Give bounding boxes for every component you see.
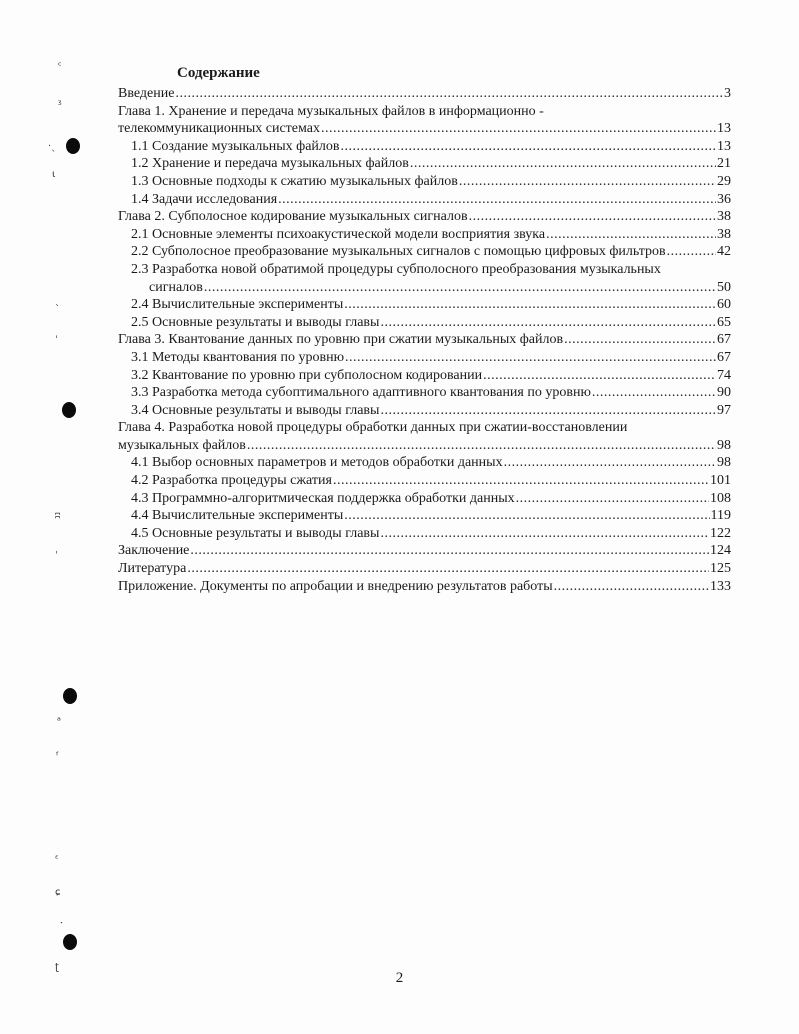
toc-leader-dots: [204, 279, 716, 297]
toc-entry-page: 97: [717, 402, 731, 418]
scan-speck: ˈ: [55, 335, 58, 346]
toc-entry-page: 36: [717, 191, 731, 207]
toc-entry-page: 38: [717, 226, 731, 242]
toc-leader-dots: [554, 578, 709, 596]
toc-entry-chapter-3: [118, 331, 731, 349]
toc-entry-section-1-3: [118, 173, 731, 191]
toc-entry-text: 3.2 Квантование по уровню при субполосном кодировании: [131, 367, 483, 383]
toc-entry-introduction: [118, 85, 731, 103]
toc-leader-dots: [333, 472, 709, 490]
toc-entry-conclusion: [118, 542, 731, 560]
toc-entry-page: 74: [717, 367, 731, 383]
toc-entry-page: 101: [710, 473, 731, 489]
toc-leader-dots: [483, 367, 716, 385]
toc-leader-dots: [410, 155, 716, 173]
toc-entry-section-2-5: [118, 314, 731, 332]
toc-leader-dots: [247, 437, 716, 455]
toc-entry-chapter-2: [118, 208, 731, 226]
toc-leader-dots: [380, 314, 716, 332]
toc-entry-page: 98: [717, 437, 731, 453]
scan-speck: ˋ: [55, 304, 60, 315]
toc-entry-text: 1.1 Создание музыкальных файлов: [131, 138, 340, 154]
toc-leader-dots: [321, 120, 716, 138]
toc-leader-dots: [278, 191, 716, 209]
toc-entry-text: 4.5 Основные результаты и выводы главы: [131, 525, 380, 541]
toc-entry-text-line2: телекоммуникационных системах: [118, 121, 320, 137]
scan-speck: ᶜ: [58, 61, 62, 72]
toc-entry-page: 3: [724, 86, 731, 101]
toc-leader-dots: [190, 542, 709, 560]
scan-speck: ᵋ: [55, 854, 59, 865]
scan-speck: ˌ: [55, 544, 58, 555]
toc-leader-dots: [175, 85, 723, 103]
toc-entry-text: Введение: [118, 86, 175, 101]
toc-entry-text: 1.2 Хранение и передача музыкальных файлов: [131, 156, 409, 172]
punch-hole-mark: [62, 402, 76, 418]
punch-hole-mark: [66, 138, 80, 154]
toc-entry-text: 3.1 Методы квантования по уровню: [131, 349, 345, 365]
toc-leader-dots: [469, 208, 716, 226]
toc-entry-text: Глава 3. Квантование данных по уровню при сжатии музыкальных файлов: [118, 332, 564, 348]
scan-speck: ᶠ: [56, 751, 59, 762]
toc-entry-text: 4.3 Программно-алгоритмическая поддержка обработки данных: [131, 490, 515, 506]
toc-entry-section-4-2: [118, 472, 731, 490]
toc-entry-text: 4.4 Вычислительные эксперименты: [131, 508, 344, 524]
toc-entry-section-2-3: [118, 261, 731, 296]
toc-entry-page: 13: [717, 121, 731, 137]
toc-entry-text: Заключение: [118, 543, 190, 559]
toc-entry-text: 3.3 Разработка метода субоптимального адаптивного квантования по уровню: [131, 385, 591, 401]
scan-speck: ·ˎ: [48, 141, 57, 152]
toc-entry-section-1-4: [118, 191, 731, 209]
toc-entry-page: 29: [717, 173, 731, 189]
toc-leader-dots: [341, 138, 716, 156]
toc-leader-dots: [187, 560, 709, 578]
toc-leader-dots: [546, 226, 716, 244]
toc-entry-page: 60: [717, 297, 731, 313]
scan-speck: ʈ: [55, 962, 59, 973]
toc-entry-section-2-4: [118, 296, 731, 314]
toc-entry-section-3-4: [118, 402, 731, 420]
scan-speck: ɩ: [52, 169, 56, 180]
toc-entry-text-line2: сигналов: [149, 279, 203, 295]
toc-leader-dots: [380, 525, 709, 543]
toc-entry-text: 2.2 Субполосное преобразование музыкальных сигналов с помощью цифровых фильтров: [131, 244, 666, 260]
toc-leader-dots: [516, 490, 709, 508]
toc-entry-page: 67: [717, 332, 731, 348]
toc-entry-text: Приложение. Документы по апробации и внедрению результатов работы: [118, 578, 553, 594]
scan-speck: ɕ: [55, 887, 61, 898]
toc-leader-dots: [344, 507, 709, 525]
toc-entry-text: 2.1 Основные элементы психоакустической модели восприятия звука: [131, 226, 546, 242]
toc-entry-section-2-1: [118, 226, 731, 244]
toc-entry-page: 133: [710, 578, 731, 594]
table-of-contents: [118, 85, 731, 595]
toc-leader-dots: [345, 349, 716, 367]
toc-leader-dots: [459, 173, 716, 191]
toc-entry-page: 98: [717, 455, 731, 471]
toc-entry-page: 122: [710, 525, 731, 541]
toc-leader-dots: [344, 296, 716, 314]
toc-entry-page: 67: [717, 349, 731, 365]
punch-hole-mark: [63, 934, 77, 950]
toc-entry-text: 4.2 Разработка процедуры сжатия: [131, 473, 332, 489]
toc-entry-page: 90: [717, 385, 731, 401]
toc-entry-section-1-2: [118, 155, 731, 173]
toc-entry-chapter-4: [118, 419, 731, 454]
toc-entry-section-2-2: [118, 243, 731, 261]
toc-entry-section-3-1: [118, 349, 731, 367]
toc-entry-page: 21: [717, 156, 731, 172]
toc-entry-text: 2.5 Основные результаты и выводы главы: [131, 314, 380, 330]
toc-entry-text-line1: 2.3 Разработка новой обратимой процедуры субполосного преобразования музыкальных: [131, 261, 661, 277]
toc-entry-section-1-1: [118, 138, 731, 156]
toc-entry-text: 2.4 Вычислительные эксперименты: [131, 297, 344, 313]
toc-entry-section-4-5: [118, 525, 731, 543]
toc-title: Содержание: [177, 65, 260, 81]
toc-entry-section-4-1: [118, 454, 731, 472]
toc-leader-dots: [504, 454, 716, 472]
toc-entry-page: 125: [710, 561, 731, 577]
scan-speck: ˑ: [60, 919, 64, 930]
toc-entry-section-4-4: [118, 507, 731, 525]
scan-speck: ʭ: [55, 511, 61, 522]
toc-leader-dots: [667, 243, 716, 261]
toc-entry-text: 1.3 Основные подходы к сжатию музыкальных файлов: [131, 173, 458, 189]
toc-entry-text: 1.4 Задачи исследования: [131, 191, 278, 207]
scan-speck: ᶾ: [58, 99, 62, 110]
toc-entry-section-3-2: [118, 367, 731, 385]
toc-entry-page: 124: [710, 543, 731, 559]
toc-entry-text: Глава 2. Субполосное кодирование музыкальных сигналов: [118, 209, 468, 225]
toc-leader-dots: [592, 384, 716, 402]
toc-entry-page: 13: [717, 138, 731, 154]
toc-entry-section-4-3: [118, 490, 731, 508]
page-number: 2: [395, 970, 404, 986]
toc-leader-dots: [564, 331, 716, 349]
punch-hole-mark: [63, 688, 77, 704]
toc-entry-page: 50: [717, 279, 731, 295]
toc-entry-page: 42: [717, 244, 731, 260]
toc-entry-page: 65: [717, 314, 731, 330]
toc-entry-references: [118, 560, 731, 578]
toc-entry-appendix: [118, 578, 731, 596]
toc-entry-text: Литература: [118, 561, 187, 577]
toc-entry-text-line1: Глава 1. Хранение и передача музыкальных файлов в информационно -: [118, 103, 544, 119]
toc-entry-text-line1: Глава 4. Разработка новой процедуры обработки данных при сжатии-восстановлении: [118, 420, 628, 436]
scan-speck: ᵃ: [57, 716, 61, 727]
toc-entry-text: 3.4 Основные результаты и выводы главы: [131, 402, 380, 418]
toc-leader-dots: [380, 402, 716, 420]
toc-entry-chapter-1: [118, 103, 731, 138]
toc-entry-page: 119: [710, 508, 731, 524]
toc-entry-text: 4.1 Выбор основных параметров и методов обработки данных: [131, 455, 503, 471]
toc-entry-text-line2: музыкальных файлов: [118, 437, 246, 453]
toc-entry-page: 38: [717, 209, 731, 225]
toc-entry-section-3-3: [118, 384, 731, 402]
toc-entry-page: 108: [710, 490, 731, 506]
